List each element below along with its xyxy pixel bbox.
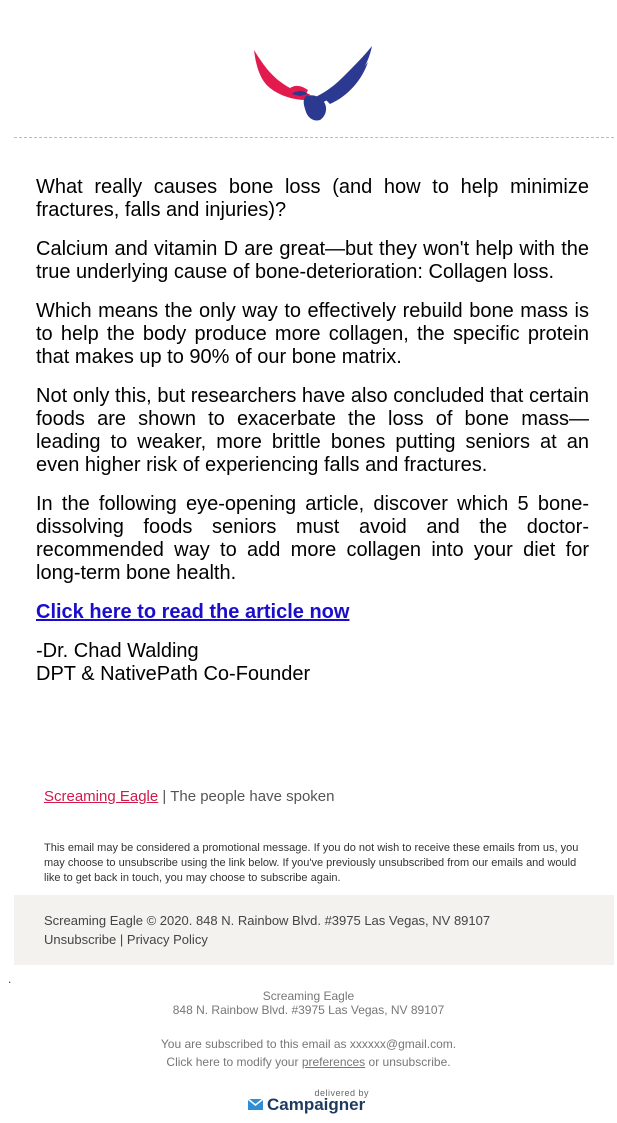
mailer-footer [0, 989, 617, 1069]
privacy-policy-link[interactable]: Privacy Policy [126, 932, 208, 947]
brand-link[interactable]: Screaming Eagle [44, 788, 159, 805]
modify-prefix: Click here to modify your [166, 1055, 299, 1069]
signature [36, 640, 589, 686]
read-article-link[interactable]: Click here to read the article now [36, 601, 350, 623]
modify-suffix: or unsubscribe. [368, 1055, 451, 1069]
brand-line [44, 788, 335, 805]
footer-box [14, 895, 614, 965]
signature-name: -Dr. Chad Walding [36, 640, 199, 662]
modify-line [0, 1055, 617, 1069]
article-paragraph-1: What really causes bone loss (and how to help minimize fractures, falls and injuries)? [36, 176, 589, 221]
header-divider [14, 137, 614, 138]
mailer-company: Screaming Eagle [262, 989, 355, 1003]
article-paragraph-4: Not only this, but researchers have also concluded that certain foods are shown to exacerbate the loss of bone mass—leading to weaker, more brittle bones putting seniors at an even higher risk of experiencing falls and fractures. [36, 385, 589, 476]
delivered-by-label: delivered by [314, 1088, 369, 1098]
campaigner-envelope-icon [247, 1098, 265, 1112]
cta-paragraph [36, 601, 589, 624]
footer-address: Screaming Eagle © 2020. 848 N. Rainbow Blvd. #3975 Las Vegas, NV 89107 [44, 913, 491, 928]
preferences-link[interactable]: preferences [301, 1055, 366, 1069]
campaigner-badge[interactable] [247, 1088, 371, 1118]
footer-links [44, 932, 208, 947]
signature-title: DPT & NativePath Co-Founder [36, 663, 311, 685]
brand-tagline: | The people have spoken [162, 788, 335, 805]
unsubscribe-link[interactable]: Unsubscribe [44, 932, 117, 947]
stray-dot: . [8, 972, 12, 986]
disclaimer-text: This email may be considered a promotional message. If you do not wish to receive these emails from us, you may choose to unsubscribe using the link below. If you've previously unsubscribed from our emails and would like to get back in touch, you may choose to subscribe again. [44, 842, 579, 884]
eagle-logo-icon [250, 44, 378, 122]
article-paragraph-5: In the following eye-opening article, discover which 5 bone-dissolving foods seniors must avoid and the doctor-recommended way to add more collagen into your diet for long-term bone health. [36, 493, 589, 584]
header-logo [0, 40, 617, 124]
footer-separator: | [119, 932, 124, 947]
article-paragraph-2: Calcium and vitamin D are great—but they won't help with the true underlying cause of bone-deterioration: Collagen loss. [36, 238, 589, 283]
article-body [36, 176, 589, 686]
article-paragraph-3: Which means the only way to effectively rebuild bone mass is to help the body produce more collagen, the specific protein that makes up to 90% of our bone matrix. [36, 300, 589, 368]
campaigner-brand: Campaigner [267, 1095, 366, 1114]
mailer-address: 848 N. Rainbow Blvd. #3975 Las Vegas, NV 89107 [172, 1003, 445, 1017]
subscribed-text: You are subscribed to this email as xxxxxx@gmail.com. [160, 1037, 457, 1051]
